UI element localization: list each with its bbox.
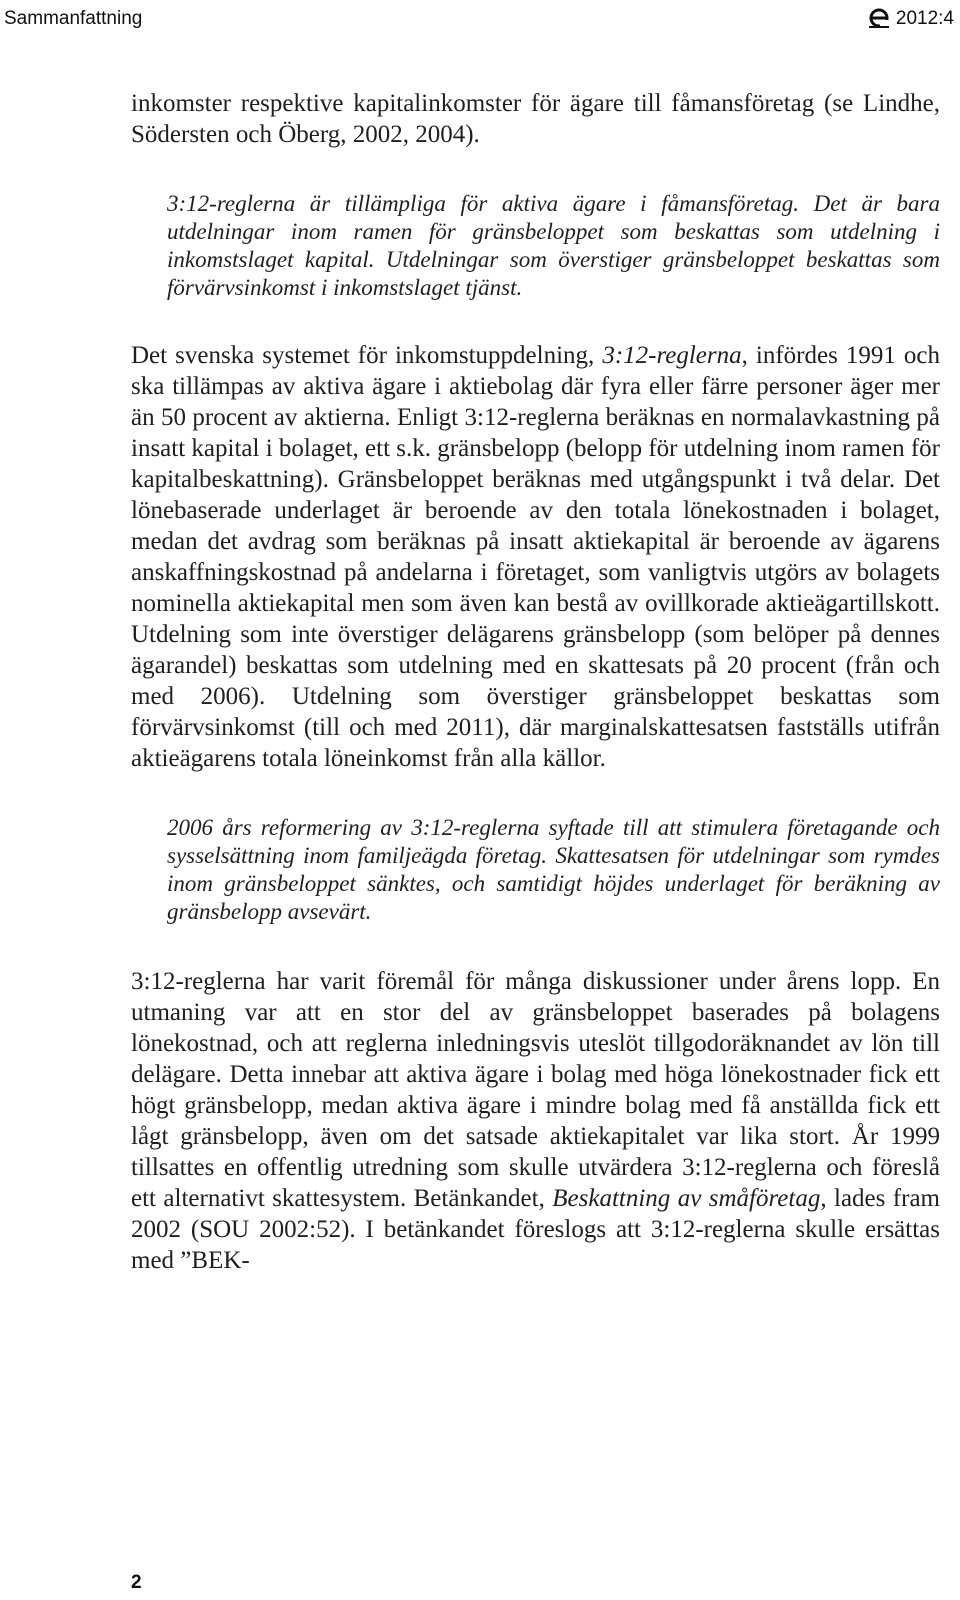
paragraph-3-rest: , lades fram 2002 (SOU 2002:52). I betänkandet föreslogs att 3:12-reglerna skulle ersättas med ”BEK- xyxy=(131,1185,940,1274)
section-title: Sammanfattning xyxy=(4,8,143,29)
paragraph-2-emphasis: 3:12-reglerna xyxy=(602,342,742,369)
paragraph-3 xyxy=(131,966,940,1276)
page-number: 2 xyxy=(131,1572,142,1593)
issue-label xyxy=(869,8,954,30)
paragraph-3-emphasis: Beskattning av småföretag xyxy=(552,1185,821,1212)
paragraph-3-start: 3:12-reglerna har varit föremål för många diskussioner under årens lopp. En utmaning var att en stor del av gränsbeloppet baserades på bolagens lönekostnad, och att reglerna inledningsvis uteslöt tillgodoräknandet av lön till delägare. Detta innebar att aktiva ägare i bolag med höga lönekostnader fick ett högt gränsbelopp, medan aktiva ägare i mindre bolag med få anställda fick ett lågt gränsbelopp, även om det satsade aktiekapitalet var lika stort. År 1999 tillsattes en offentlig utredning som skulle utvärdera 3:12-reglerna och föreslå ett alternativt skattesystem. Betänkandet, xyxy=(131,968,940,1212)
document-body xyxy=(131,88,940,1276)
highlight-quote-1: 3:12-reglerna är tillämpliga för aktiva ägare i fåmansföretag. Det är bara utdelningar inom ramen för gränsbeloppet som beskattas som utdelning i inkomstslaget kapital. Utdelningar som överstiger gränsbeloppet beskattas som förvärvsinkomst i inkomstslaget tjänst. xyxy=(167,191,940,300)
issue-number: 2012:4 xyxy=(895,8,954,29)
page-header xyxy=(0,0,960,40)
highlight-quote-2: 2006 års reformering av 3:12-reglerna syftade till att stimulera företagande och sysselsättning inom familjeägda företag. Skattesatsen för utdelningar som rymdes inom gränsbeloppet sänktes, och samtidigt höjdes underlaget för beräkning av gränsbelopp avsevärt. xyxy=(167,815,940,924)
paragraph-2-rest: , infördes 1991 och ska tillämpas av aktiva ägare i aktiebolag där fyra eller färre personer äger mer än 50 procent av aktierna. Enligt 3:12-reglerna beräknas en normalavkastning på insatt kapital i bolaget, ett s.k. gränsbelopp (belopp för utdelning inom ramen för kapitalbeskattning). Gränsbeloppet beräknas med utgångspunkt i två delar. Det lönebaserade underlaget är beroende av den totala lönekostnaden i bolaget, medan det avdrag som beräknas på insatt aktiekapital är beroende av ägarens anskaffningskostnad på andelarna i företaget, som vanligtvis utgörs av bolagets nominella aktiekapital men som även kan bestå av ovillkorade aktieägartillskott. Utdelning som inte överstiger delägarens gränsbelopp (som belöper på dennes ägarandel) beskattas som utdelning med en skattesats på 20 procent (från och med 2006). Utdelning som överstiger gränsbeloppet beskattas som förvärvsinkomst (till och med 2011), där marginalskattesatsen fastställs utifrån aktieägarens totala löneinkomst från alla källor. xyxy=(131,342,940,772)
paragraph-2 xyxy=(131,340,940,774)
paragraph-1: inkomster respektive kapitalinkomster för ägare till fåmansföretag (se Lindhe, Södersten och Öberg, 2002, 2004). xyxy=(131,90,940,148)
paragraph-2-start: Det svenska systemet för inkomstuppdelning, xyxy=(131,342,603,369)
e-logo-icon xyxy=(869,8,889,28)
